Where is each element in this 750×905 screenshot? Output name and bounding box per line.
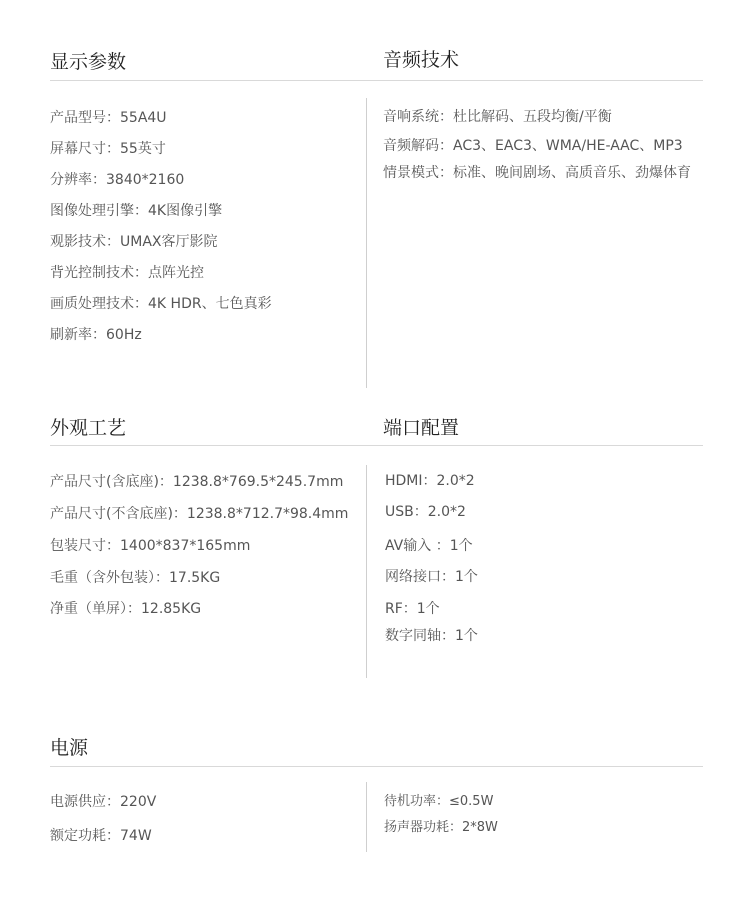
spec-item-model: 产品型号：55A4U <box>50 110 167 126</box>
appearance-section-title: 外观工艺 <box>50 417 127 439</box>
spec-item-sound-system: 音响系统：杜比解码、五段均衡/平衡 <box>383 109 612 125</box>
spec-item-av-input: AV输入 ：1个 <box>385 538 473 554</box>
spec-item-size-with-stand: 产品尺寸(含底座)：1238.8*769.5*245.7mm <box>50 474 344 490</box>
spec-item-size-without-stand: 产品尺寸(不含底座)：1238.8*712.7*98.4mm <box>50 506 349 522</box>
spec-item-coaxial: 数字同轴：1个 <box>385 628 478 644</box>
ports-section-title: 端口配置 <box>383 417 460 439</box>
spec-item-picture-quality: 画质处理技术：4K HDR、七色真彩 <box>50 296 272 312</box>
spec-item-standby-power: 待机功率：≤0.5W <box>384 794 494 809</box>
spec-item-network: 网络接口：1个 <box>385 569 478 585</box>
column-divider <box>366 465 367 678</box>
spec-item-audio-decoding: 音频解码：AC3、EAC3、WMA/HE-AAC、MP3 <box>383 138 683 154</box>
spec-item-net-weight: 净重（单屏）：12.85KG <box>50 601 202 617</box>
spec-item-rf: RF：1个 <box>385 601 440 617</box>
spec-item-speaker-power: 扬声器功耗：2*8W <box>384 820 498 835</box>
spec-item-rated-power: 额定功耗：74W <box>50 828 152 844</box>
spec-item-image-engine: 图像处理引擎：4K图像引擎 <box>50 203 223 219</box>
spec-item-viewing-tech: 观影技术：UMAX客厅影院 <box>50 234 218 250</box>
spec-item-backlight: 背光控制技术：点阵光控 <box>50 265 204 281</box>
spec-item-screen-size: 屏幕尺寸：55英寸 <box>50 141 166 157</box>
power-section-title: 电源 <box>50 737 89 759</box>
section-divider <box>50 80 703 81</box>
spec-item-scene-mode: 情景模式：标准、晚间剧场、高质音乐、劲爆体育 <box>383 165 691 181</box>
spec-item-hdmi: HDMI：2.0*2 <box>385 473 475 489</box>
spec-item-usb: USB：2.0*2 <box>385 504 466 520</box>
column-divider <box>366 782 367 852</box>
spec-item-refresh-rate: 刷新率：60Hz <box>50 327 142 343</box>
section-divider <box>50 766 703 767</box>
spec-item-resolution: 分辨率：3840*2160 <box>50 172 185 188</box>
display-section-title: 显示参数 <box>50 51 127 73</box>
section-divider <box>50 445 703 446</box>
spec-item-package-size: 包装尺寸：1400*837*165mm <box>50 538 251 554</box>
column-divider <box>366 98 367 388</box>
spec-item-gross-weight: 毛重（含外包装）：17.5KG <box>50 570 221 586</box>
spec-item-power-supply: 电源供应：220V <box>50 794 157 810</box>
audio-section-title: 音频技术 <box>383 49 460 71</box>
